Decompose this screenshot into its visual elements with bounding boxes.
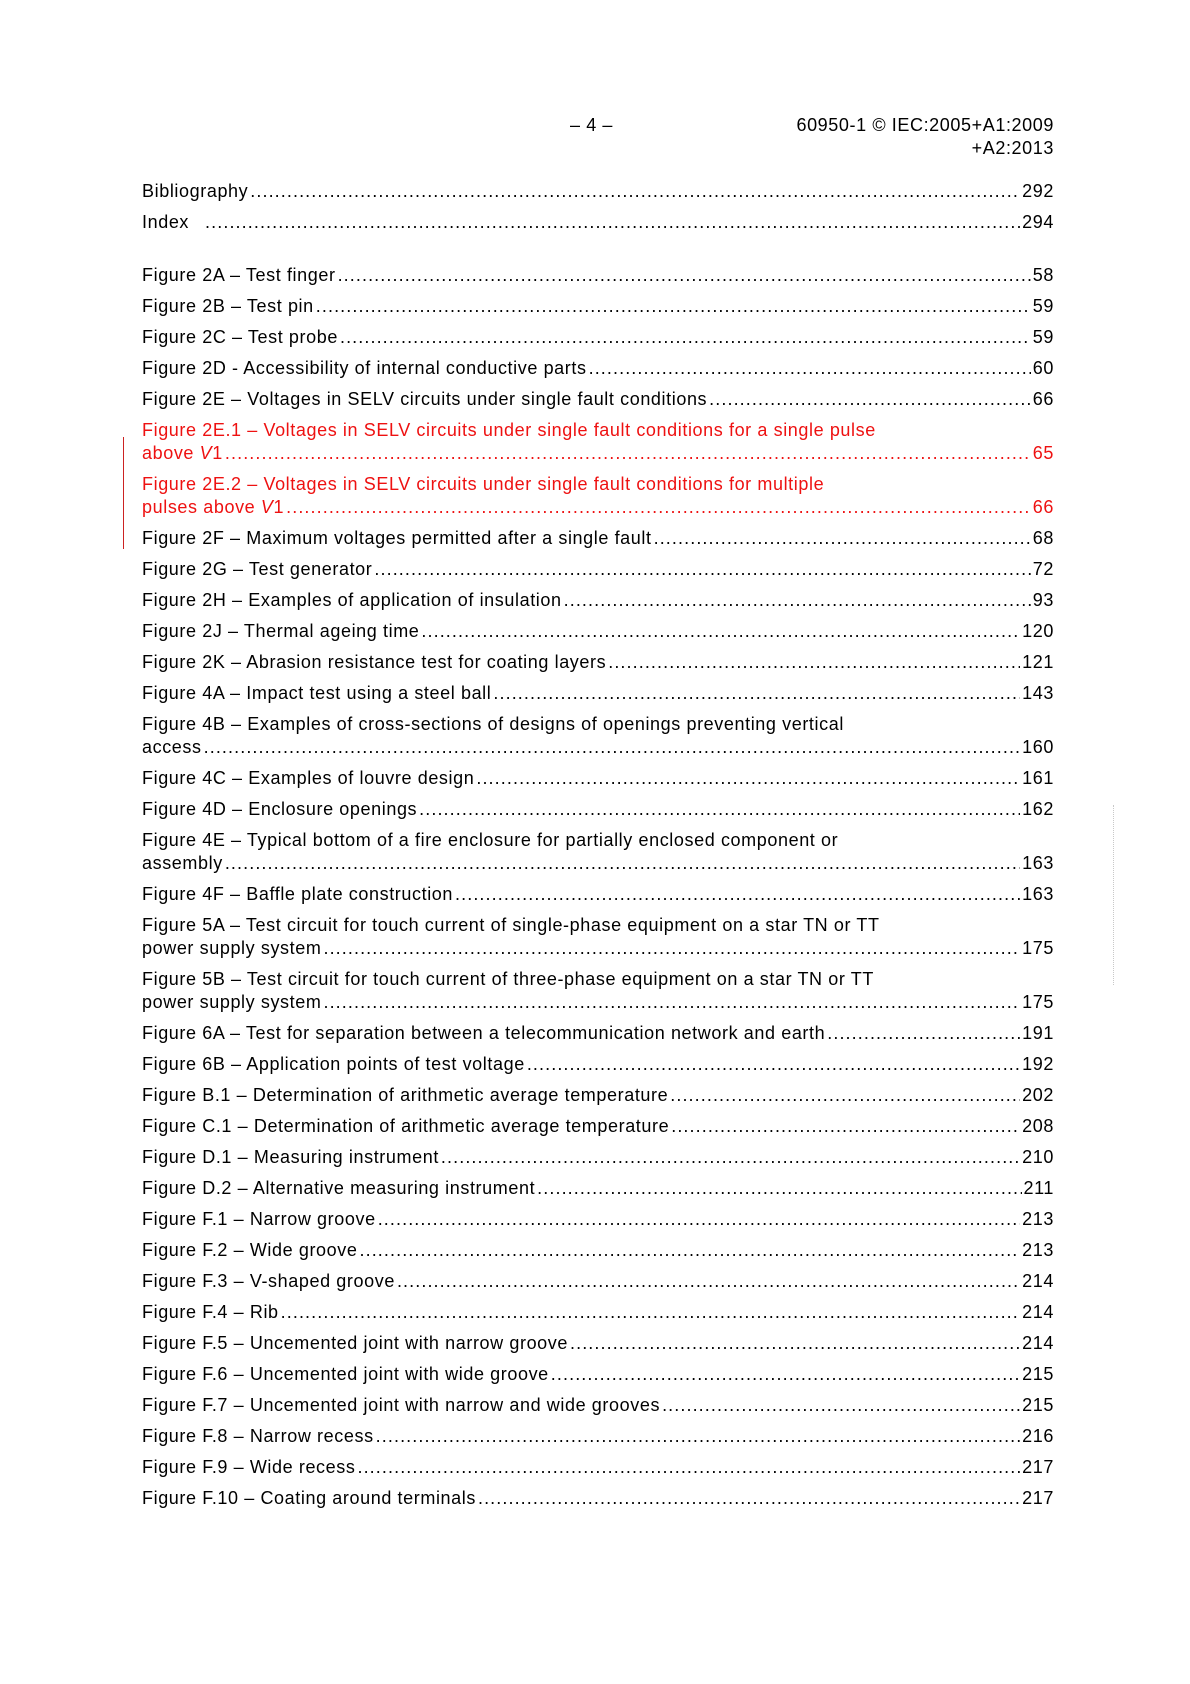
toc-entry-title-text: pulses above (142, 497, 261, 517)
toc-entry-page: 213 (1022, 1240, 1054, 1260)
toc-entry-page: 58 (1032, 265, 1054, 285)
standard-reference (796, 114, 1054, 160)
dot-leader (225, 442, 1031, 465)
toc-entry-figure[interactable] (142, 1270, 1054, 1293)
toc-entry-page: 160 (1022, 737, 1054, 757)
dot-leader (338, 264, 1031, 287)
toc-entry-page: 59 (1032, 327, 1054, 347)
toc-entry-title: Figure D.1 – Measuring instrument (142, 1147, 439, 1167)
toc-entry-title: access (142, 737, 202, 757)
toc-entry-figure[interactable] (142, 1239, 1054, 1262)
toc-entry-title: Figure 2G – Test generator (142, 559, 373, 579)
toc-entry-figure[interactable] (142, 1022, 1054, 1045)
toc-entry-page: 72 (1032, 559, 1054, 579)
toc-entry-page: 217 (1022, 1488, 1054, 1508)
dot-leader (527, 1053, 1020, 1076)
dot-leader (551, 1363, 1020, 1386)
toc-entry-page: 162 (1022, 799, 1054, 819)
toc-entry-page: 60 (1032, 358, 1054, 378)
toc-entry-title-first-line: Figure 2E.1 – Voltages in SELV circuits under single fault conditions for a single pulse (142, 420, 876, 440)
toc-entry-figure[interactable] (142, 326, 1054, 349)
toc-entry-figure[interactable] (142, 264, 1054, 287)
toc-entry-page: 211 (1023, 1178, 1054, 1198)
toc-entry-figure[interactable] (142, 1177, 1054, 1200)
toc-entry-title-first-line: Figure 4E – Typical bottom of a fire enclosure for partially enclosed component or (142, 830, 839, 850)
toc-entry-page: 93 (1032, 590, 1054, 610)
toc-entry-title: Figure 2K – Abrasion resistance test for coating layers (142, 652, 607, 672)
change-bar (123, 437, 124, 549)
toc-entry-page: 175 (1022, 938, 1054, 958)
dot-leader (374, 558, 1030, 581)
toc-entry-title: Bibliography (142, 181, 249, 201)
toc-entry-title-text: above (142, 443, 200, 463)
dot-leader (827, 1022, 1020, 1045)
toc-entry-figure[interactable] (142, 473, 1054, 519)
toc-entry-figure[interactable] (142, 357, 1054, 380)
dot-leader (709, 388, 1031, 411)
toc-entry-figure[interactable] (142, 388, 1054, 411)
page-header (142, 114, 1054, 164)
figure-list (142, 264, 1054, 1510)
toc-entry-title: Figure 6A – Test for separation between a telecommunication network and earth (142, 1023, 826, 1043)
dot-leader (564, 589, 1031, 612)
toc-entry-figure[interactable] (142, 1301, 1054, 1324)
toc-entry-figure[interactable] (142, 1363, 1054, 1386)
toc-entry-page: 210 (1022, 1147, 1054, 1167)
dot-leader (654, 527, 1031, 550)
dot-leader (225, 852, 1020, 875)
toc-entry-page: 215 (1022, 1364, 1054, 1384)
toc-entry-title: Figure F.4 – Rib (142, 1302, 279, 1322)
dot-leader (250, 180, 1020, 203)
toc-entry-title: Figure F.6 – Uncemented joint with wide groove (142, 1364, 549, 1384)
toc-entry-title: Figure 2E – Voltages in SELV circuits under single fault conditions (142, 389, 708, 409)
toc-entry-figure[interactable] (142, 620, 1054, 643)
dot-leader (323, 937, 1020, 960)
dot-leader (286, 496, 1031, 519)
dot-leader (441, 1146, 1020, 1169)
margin-mark (1113, 805, 1115, 985)
toc-entry-page: 214 (1022, 1271, 1054, 1291)
toc-entry-title: Figure F.10 – Coating around terminals (142, 1488, 476, 1508)
toc-entry-page: 214 (1022, 1302, 1054, 1322)
dot-leader (357, 1456, 1020, 1479)
toc-entry-title-variable: V (199, 443, 213, 463)
toc-entry-title: Figure 2D - Accessibility of internal conductive parts (142, 358, 587, 378)
toc-entry-title-first-line: Figure 4B – Examples of cross-sections of designs of openings preventing vertical (142, 714, 844, 734)
toc-entry-title: Figure 4D – Enclosure openings (142, 799, 418, 819)
toc-entry-page: 216 (1022, 1426, 1054, 1446)
dot-leader (493, 682, 1020, 705)
toc-entry-title-subscript: 1 (273, 497, 285, 517)
toc-entry-title: Figure F.8 – Narrow recess (142, 1426, 374, 1446)
dot-leader (204, 736, 1021, 759)
toc-entry-page: 59 (1032, 296, 1054, 316)
toc-entry-figure[interactable] (142, 914, 1054, 960)
toc-entry-page: 163 (1022, 884, 1054, 904)
toc-entry-title: Figure F.5 – Uncemented joint with narrow groove (142, 1333, 568, 1353)
toc-entry-figure[interactable] (142, 651, 1054, 674)
toc-entry-figure[interactable] (142, 1394, 1054, 1417)
toc-entry-page: 215 (1022, 1395, 1054, 1415)
toc-entry-title: Figure 2H – Examples of application of insulation (142, 590, 562, 610)
toc-entry-title: Figure F.3 – V-shaped groove (142, 1271, 395, 1291)
toc-entry-title-variable: V (260, 497, 274, 517)
toc-entry-figure[interactable] (142, 829, 1054, 875)
toc-entry-title: Figure F.2 – Wide groove (142, 1240, 358, 1260)
toc-entry-figure[interactable] (142, 589, 1054, 612)
toc-entry-title: Figure B.1 – Determination of arithmetic average temperature (142, 1085, 669, 1105)
toc-entry-title: Figure C.1 – Determination of arithmetic average temperature (142, 1116, 670, 1136)
toc-entry-page: 175 (1022, 992, 1054, 1012)
dot-leader (376, 1425, 1020, 1448)
toc-entry-figure[interactable] (142, 1053, 1054, 1076)
toc-entry-title: Figure 2J – Thermal ageing time (142, 621, 420, 641)
toc-entry-page: 214 (1022, 1333, 1054, 1353)
toc-entry-title: Figure 4A – Impact test using a steel ball (142, 683, 492, 703)
toc-entry-figure[interactable] (142, 1487, 1054, 1510)
toc-entry-figure[interactable] (142, 1332, 1054, 1355)
toc-entry-page: 161 (1022, 768, 1054, 788)
toc-entry-title-first-line: Figure 5A – Test circuit for touch current of single-phase equipment on a star TN or TT (142, 915, 880, 935)
toc-entry-figure[interactable] (142, 1084, 1054, 1107)
dot-leader (570, 1332, 1020, 1355)
toc-entry-figure[interactable] (142, 419, 1054, 465)
standard-line-1: 60950-1 © IEC:2005+A1:2009 (796, 115, 1054, 135)
toc-entry-title: Figure F.1 – Narrow groove (142, 1209, 376, 1229)
toc-entry-title: power supply system (142, 938, 322, 958)
page-number: – 4 – (570, 115, 614, 135)
toc-entry-figure[interactable] (142, 713, 1054, 759)
toc-entry-page: 120 (1022, 621, 1054, 641)
toc-entry-figure[interactable] (142, 295, 1054, 318)
table-of-contents (142, 180, 1054, 1518)
toc-entry-page: 217 (1022, 1457, 1054, 1477)
toc-entry-page: 66 (1032, 389, 1054, 409)
toc-entry-page: 192 (1022, 1054, 1054, 1074)
toc-entry-figure[interactable] (142, 527, 1054, 550)
toc-entry-figure[interactable] (142, 1115, 1054, 1138)
toc-entry-page: 292 (1022, 181, 1054, 201)
dot-leader (608, 651, 1020, 674)
dot-leader (281, 1301, 1021, 1324)
toc-entry-title: power supply system (142, 992, 322, 1012)
toc-entry-title: Figure 6B – Application points of test voltage (142, 1054, 525, 1074)
toc-entry-title (142, 442, 223, 465)
toc-entry-page: 213 (1022, 1209, 1054, 1229)
toc-entry-title: Figure 2F – Maximum voltages permitted after a single fault (142, 528, 652, 548)
toc-entry-title-first-line: Figure 5B – Test circuit for touch current of three-phase equipment on a star TN or TT (142, 969, 874, 989)
toc-entry-title: Figure F.9 – Wide recess (142, 1457, 356, 1477)
toc-entry-page: 202 (1022, 1085, 1054, 1105)
toc-entry-title: Figure 2B – Test pin (142, 296, 314, 316)
toc-entry-bibliography[interactable] (142, 180, 1054, 203)
toc-entry-title: Figure 4F – Baffle plate construction (142, 884, 454, 904)
toc-entry-page: 191 (1022, 1023, 1054, 1043)
toc-entry-figure[interactable] (142, 883, 1054, 906)
dot-leader (340, 326, 1031, 349)
dot-leader (419, 798, 1020, 821)
dot-leader (671, 1115, 1020, 1138)
toc-entry-title: Figure D.2 – Alternative measuring instrument (142, 1178, 536, 1198)
dot-leader (397, 1270, 1020, 1293)
toc-entry-figure[interactable] (142, 767, 1054, 790)
dot-leader (360, 1239, 1021, 1262)
toc-entry-page: 143 (1022, 683, 1054, 703)
dot-leader (316, 295, 1031, 318)
toc-entry-figure[interactable] (142, 682, 1054, 705)
toc-entry-title: Figure 4C – Examples of louvre design (142, 768, 475, 788)
toc-entry-title: Figure 2A – Test finger (142, 265, 336, 285)
dot-leader (205, 211, 1020, 234)
toc-entry-page: 163 (1022, 853, 1054, 873)
toc-entry-title: assembly (142, 853, 223, 873)
toc-entry-index[interactable] (142, 211, 1054, 234)
toc-entry-title-first-line: Figure 2E.2 – Voltages in SELV circuits under single fault conditions for multiple (142, 474, 825, 494)
dot-leader (662, 1394, 1020, 1417)
toc-entry-figure[interactable] (142, 798, 1054, 821)
dot-leader (378, 1208, 1020, 1231)
dot-leader (323, 991, 1020, 1014)
dot-leader (478, 1487, 1020, 1510)
dot-leader (537, 1177, 1021, 1200)
toc-entry-page: 68 (1032, 528, 1054, 548)
toc-entry-page: 294 (1022, 212, 1054, 232)
dot-leader (421, 620, 1020, 643)
toc-entry-figure[interactable] (142, 968, 1054, 1014)
toc-entry-page: 66 (1032, 497, 1054, 517)
dot-leader (455, 883, 1020, 906)
toc-entry-page: 65 (1032, 443, 1054, 463)
toc-entry-page: 121 (1022, 652, 1054, 672)
toc-entry-title: Index (142, 212, 190, 232)
standard-line-2: +A2:2013 (971, 138, 1054, 158)
toc-entry-figure[interactable] (142, 1146, 1054, 1169)
toc-entry-figure[interactable] (142, 558, 1054, 581)
toc-entry-title-subscript: 1 (212, 443, 223, 463)
toc-entry-figure[interactable] (142, 1208, 1054, 1231)
toc-entry-title (142, 496, 284, 519)
dot-leader (476, 767, 1020, 790)
toc-entry-figure[interactable] (142, 1425, 1054, 1448)
toc-entry-figure[interactable] (142, 1456, 1054, 1479)
dot-leader (670, 1084, 1020, 1107)
dot-leader (589, 357, 1031, 380)
toc-entry-page: 208 (1022, 1116, 1054, 1136)
toc-entry-title: Figure 2C – Test probe (142, 327, 338, 347)
toc-entry-title: Figure F.7 – Uncemented joint with narrow and wide grooves (142, 1395, 661, 1415)
